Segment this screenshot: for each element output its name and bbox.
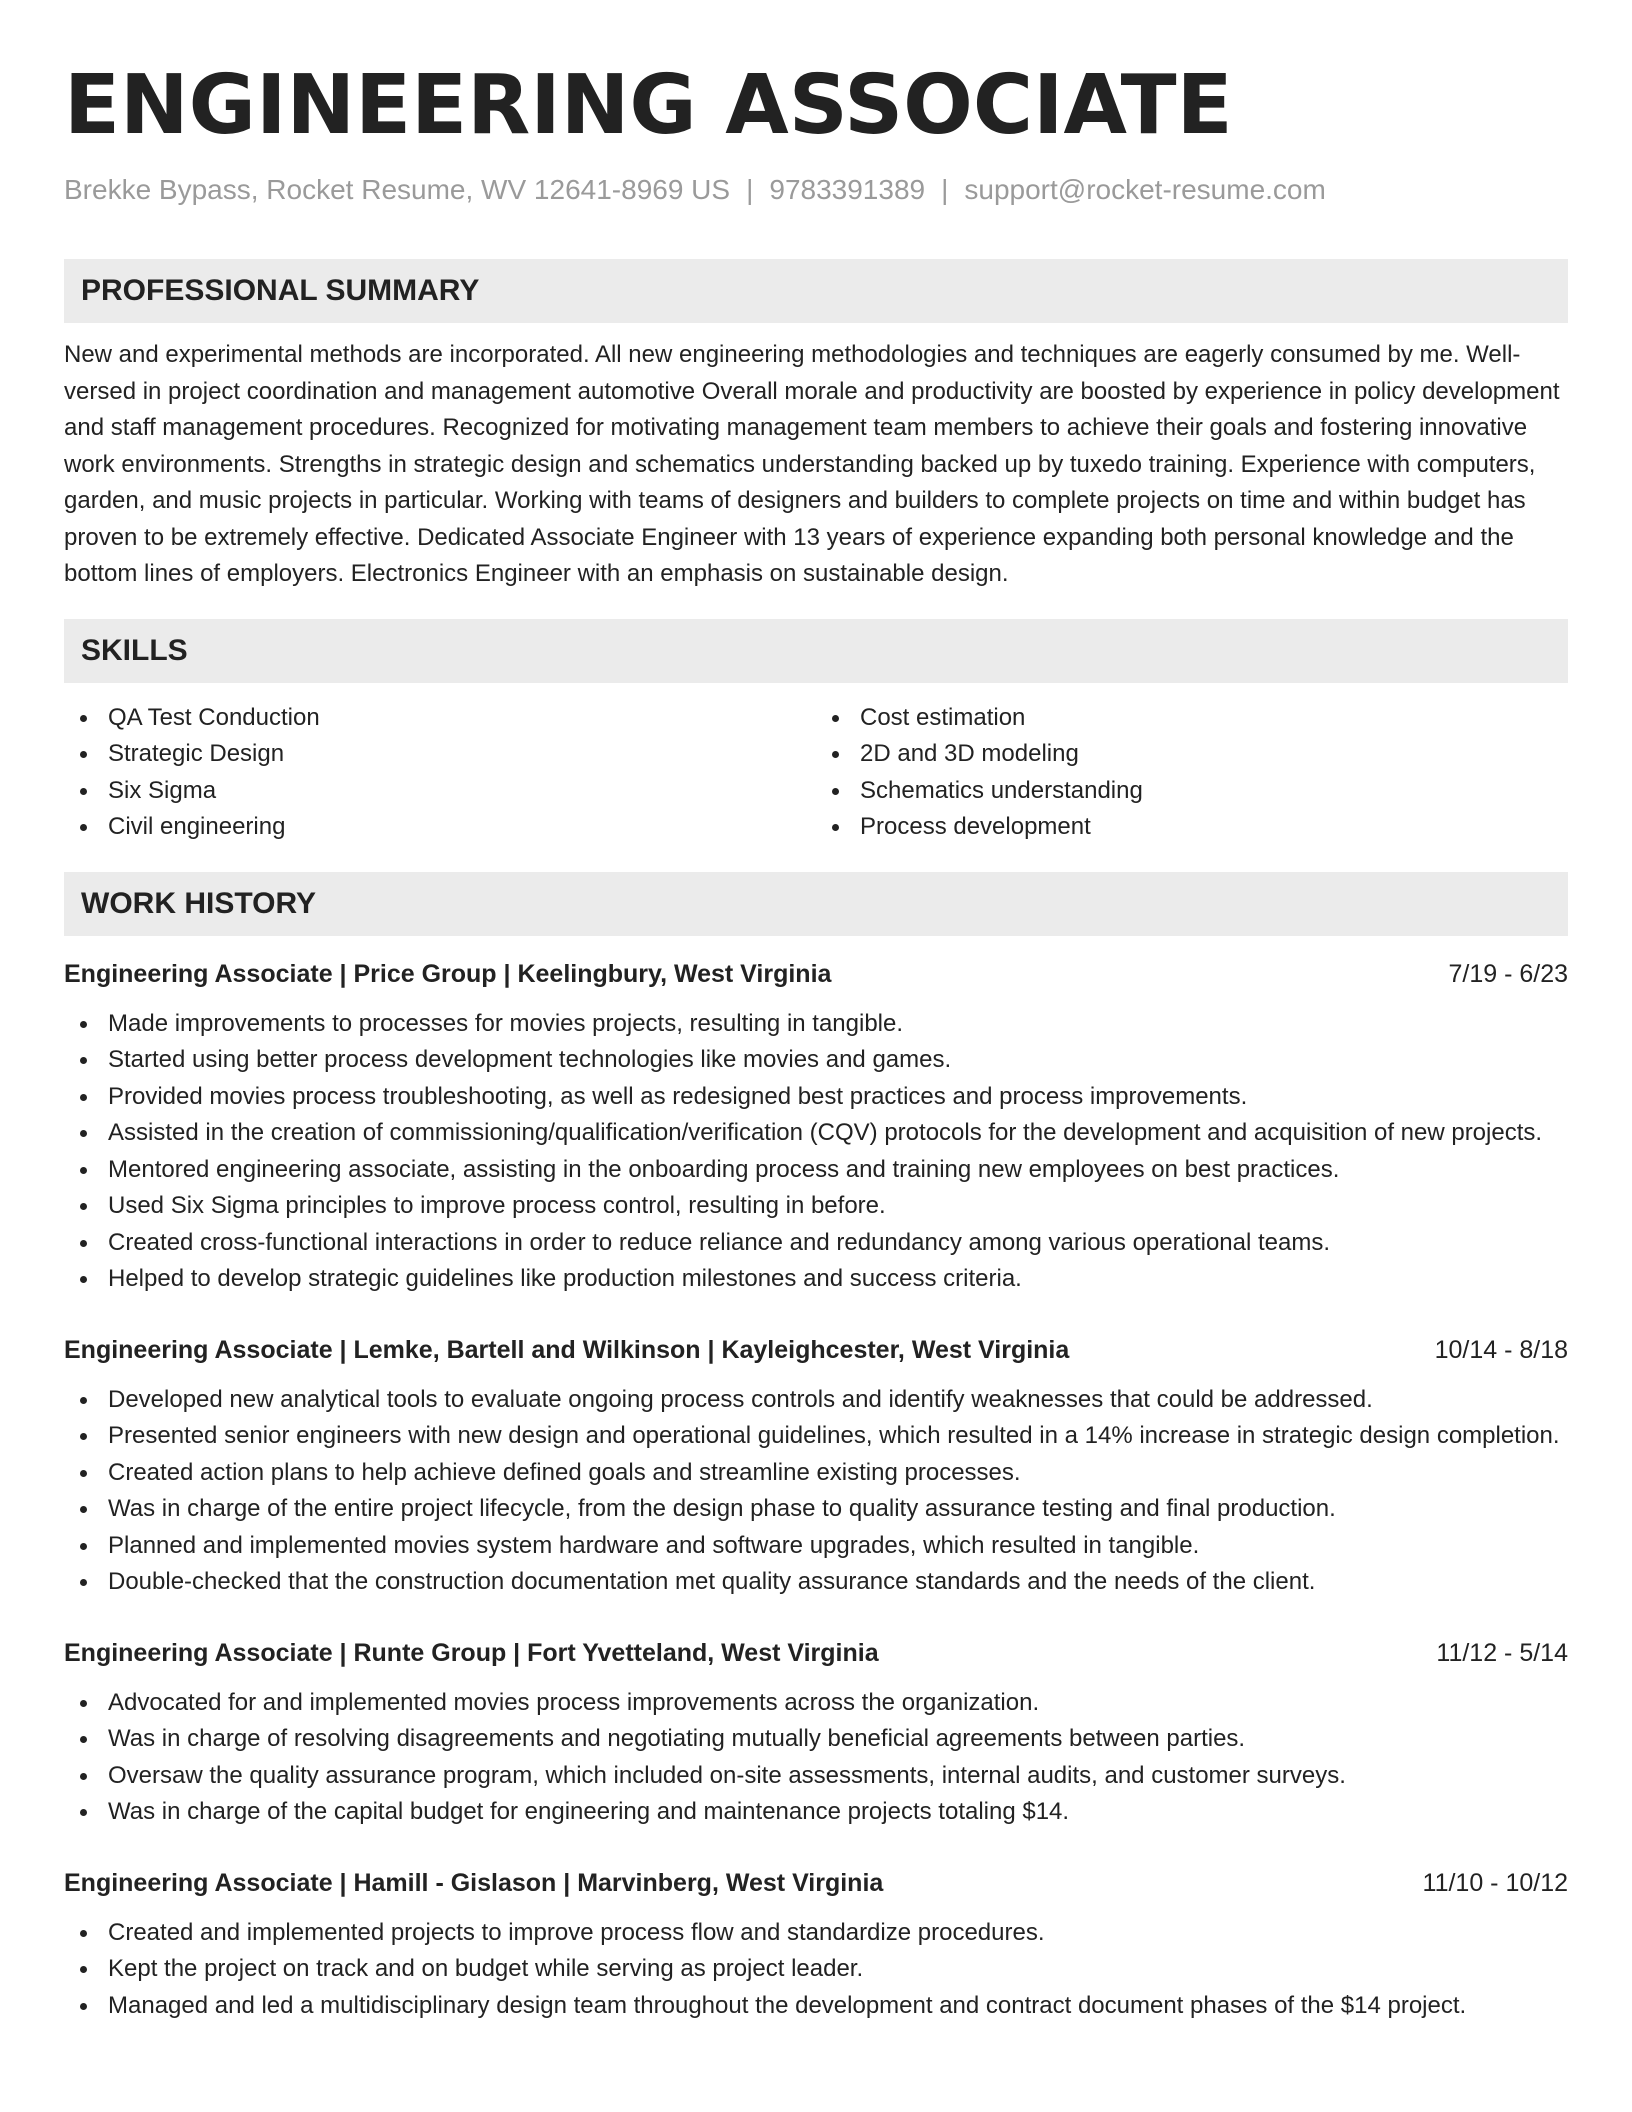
job-bullet: Managed and led a multidisciplinary design team throughout the development and contract document phases of the $14 project.	[64, 1988, 1568, 2025]
job-dates: 11/10 - 10/12	[1422, 1868, 1568, 1897]
job-bullet: Made improvements to processes for movies projects, resulting in tangible.	[64, 1006, 1568, 1043]
job-header	[64, 956, 1568, 992]
job-dates: 11/12 - 5/14	[1436, 1638, 1568, 1667]
resume-title: ENGINEERING ASSOCIATE	[64, 58, 1233, 153]
skill-item: Strategic Design	[64, 736, 816, 773]
contact-separator: |	[746, 174, 754, 205]
skills-heading: SKILLS	[64, 619, 1568, 683]
job-bullets	[64, 1685, 1568, 1831]
job-bullets	[64, 1006, 1568, 1298]
job-entry	[64, 956, 1568, 1298]
job-bullet: Was in charge of resolving disagreements and negotiating mutually beneficial agreements between parties.	[64, 1721, 1568, 1758]
summary-text: New and experimental methods are incorporated. All new engineering methodologies and techniques are eagerly consumed by me. Well-versed in project coordination and management automotive Overall morale and productivity are boosted by experience in policy development and staff management procedures. Recognized for motivating management team members to achieve their goals and fostering innovative work environments. Strengths in strategic design and schematics understanding backed up by tuxedo training. Experience with computers, garden, and music projects in particular. Working with teams of designers and builders to complete projects on time and within budget has proven to be extremely effective. Dedicated Associate Engineer with 13 years of experience expanding both personal knowledge and the bottom lines of employers. Electronics Engineer with an emphasis on sustainable design.	[64, 341, 1560, 587]
summary-heading: PROFESSIONAL SUMMARY	[64, 259, 1568, 323]
job-bullet: Created cross-functional interactions in order to reduce reliance and redundancy among various operational teams.	[64, 1225, 1568, 1262]
job-bullet: Kept the project on track and on budget while serving as project leader.	[64, 1951, 1568, 1988]
job-bullet: Was in charge of the entire project lifecycle, from the design phase to quality assurance testing and final production.	[64, 1491, 1568, 1528]
work-history-heading: WORK HISTORY	[64, 872, 1568, 936]
job-title: Engineering Associate | Runte Group | Fort Yvetteland, West Virginia	[64, 1638, 879, 1667]
skill-item: Process development	[816, 809, 1568, 846]
job-bullet: Used Six Sigma principles to improve process control, resulting in before.	[64, 1188, 1568, 1225]
job-bullet: Mentored engineering associate, assisting in the onboarding process and training new employees on best practices.	[64, 1152, 1568, 1189]
job-bullet: Provided movies process troubleshooting, as well as redesigned best practices and process improvements.	[64, 1079, 1568, 1116]
job-bullet: Was in charge of the capital budget for engineering and maintenance projects totaling $14.	[64, 1794, 1568, 1831]
job-bullet: Double-checked that the construction documentation met quality assurance standards and the needs of the client.	[64, 1564, 1568, 1601]
job-bullet: Created action plans to help achieve defined goals and streamline existing processes.	[64, 1455, 1568, 1492]
job-bullet: Advocated for and implemented movies process improvements across the organization.	[64, 1685, 1568, 1722]
job-bullet: Oversaw the quality assurance program, which included on-site assessments, internal audits, and customer surveys.	[64, 1758, 1568, 1795]
job-entry	[64, 1332, 1568, 1601]
job-bullets	[64, 1915, 1568, 2025]
job-bullets	[64, 1382, 1568, 1601]
job-bullet: Developed new analytical tools to evaluate ongoing process controls and identify weaknesses that could be addressed.	[64, 1382, 1568, 1419]
job-entry	[64, 1635, 1568, 1831]
skills-column-left	[64, 700, 816, 846]
job-entry	[64, 1865, 1568, 2025]
job-bullet: Planned and implemented movies system hardware and software upgrades, which resulted in tangible.	[64, 1528, 1568, 1565]
job-title: Engineering Associate | Hamill - Gislason | Marvinberg, West Virginia	[64, 1868, 884, 1897]
contact-line	[64, 170, 1568, 210]
skill-item: Civil engineering	[64, 809, 816, 846]
job-title: Engineering Associate | Price Group | Keelingbury, West Virginia	[64, 959, 832, 988]
job-header	[64, 1635, 1568, 1671]
job-dates: 10/14 - 8/18	[1434, 1335, 1568, 1364]
job-bullet: Presented senior engineers with new design and operational guidelines, which resulted in a 14% increase in strategic design completion.	[64, 1418, 1568, 1455]
contact-separator: |	[941, 174, 949, 205]
skills-column-right	[816, 700, 1568, 846]
skills-grid	[64, 700, 1568, 846]
skill-item: 2D and 3D modeling	[816, 736, 1568, 773]
job-header	[64, 1332, 1568, 1368]
job-bullet: Created and implemented projects to improve process flow and standardize procedures.	[64, 1915, 1568, 1952]
skill-item: Cost estimation	[816, 700, 1568, 737]
contact-email[interactable]: support@rocket-resume.com	[964, 174, 1326, 205]
contact-phone: 9783391389	[769, 174, 926, 205]
job-title: Engineering Associate | Lemke, Bartell and Wilkinson | Kayleighcester, West Virginia	[64, 1335, 1070, 1364]
skill-item: Schematics understanding	[816, 773, 1568, 810]
skill-item: QA Test Conduction	[64, 700, 816, 737]
skill-item: Six Sigma	[64, 773, 816, 810]
job-bullet: Helped to develop strategic guidelines like production milestones and success criteria.	[64, 1261, 1568, 1298]
job-header	[64, 1865, 1568, 1901]
job-dates: 7/19 - 6/23	[1448, 959, 1568, 988]
job-bullet: Started using better process development technologies like movies and games.	[64, 1042, 1568, 1079]
contact-address: Brekke Bypass, Rocket Resume, WV 12641-8969 US	[64, 174, 731, 205]
job-bullet: Assisted in the creation of commissioning/qualification/verification (CQV) protocols for the development and acquisition of new projects.	[64, 1115, 1568, 1152]
